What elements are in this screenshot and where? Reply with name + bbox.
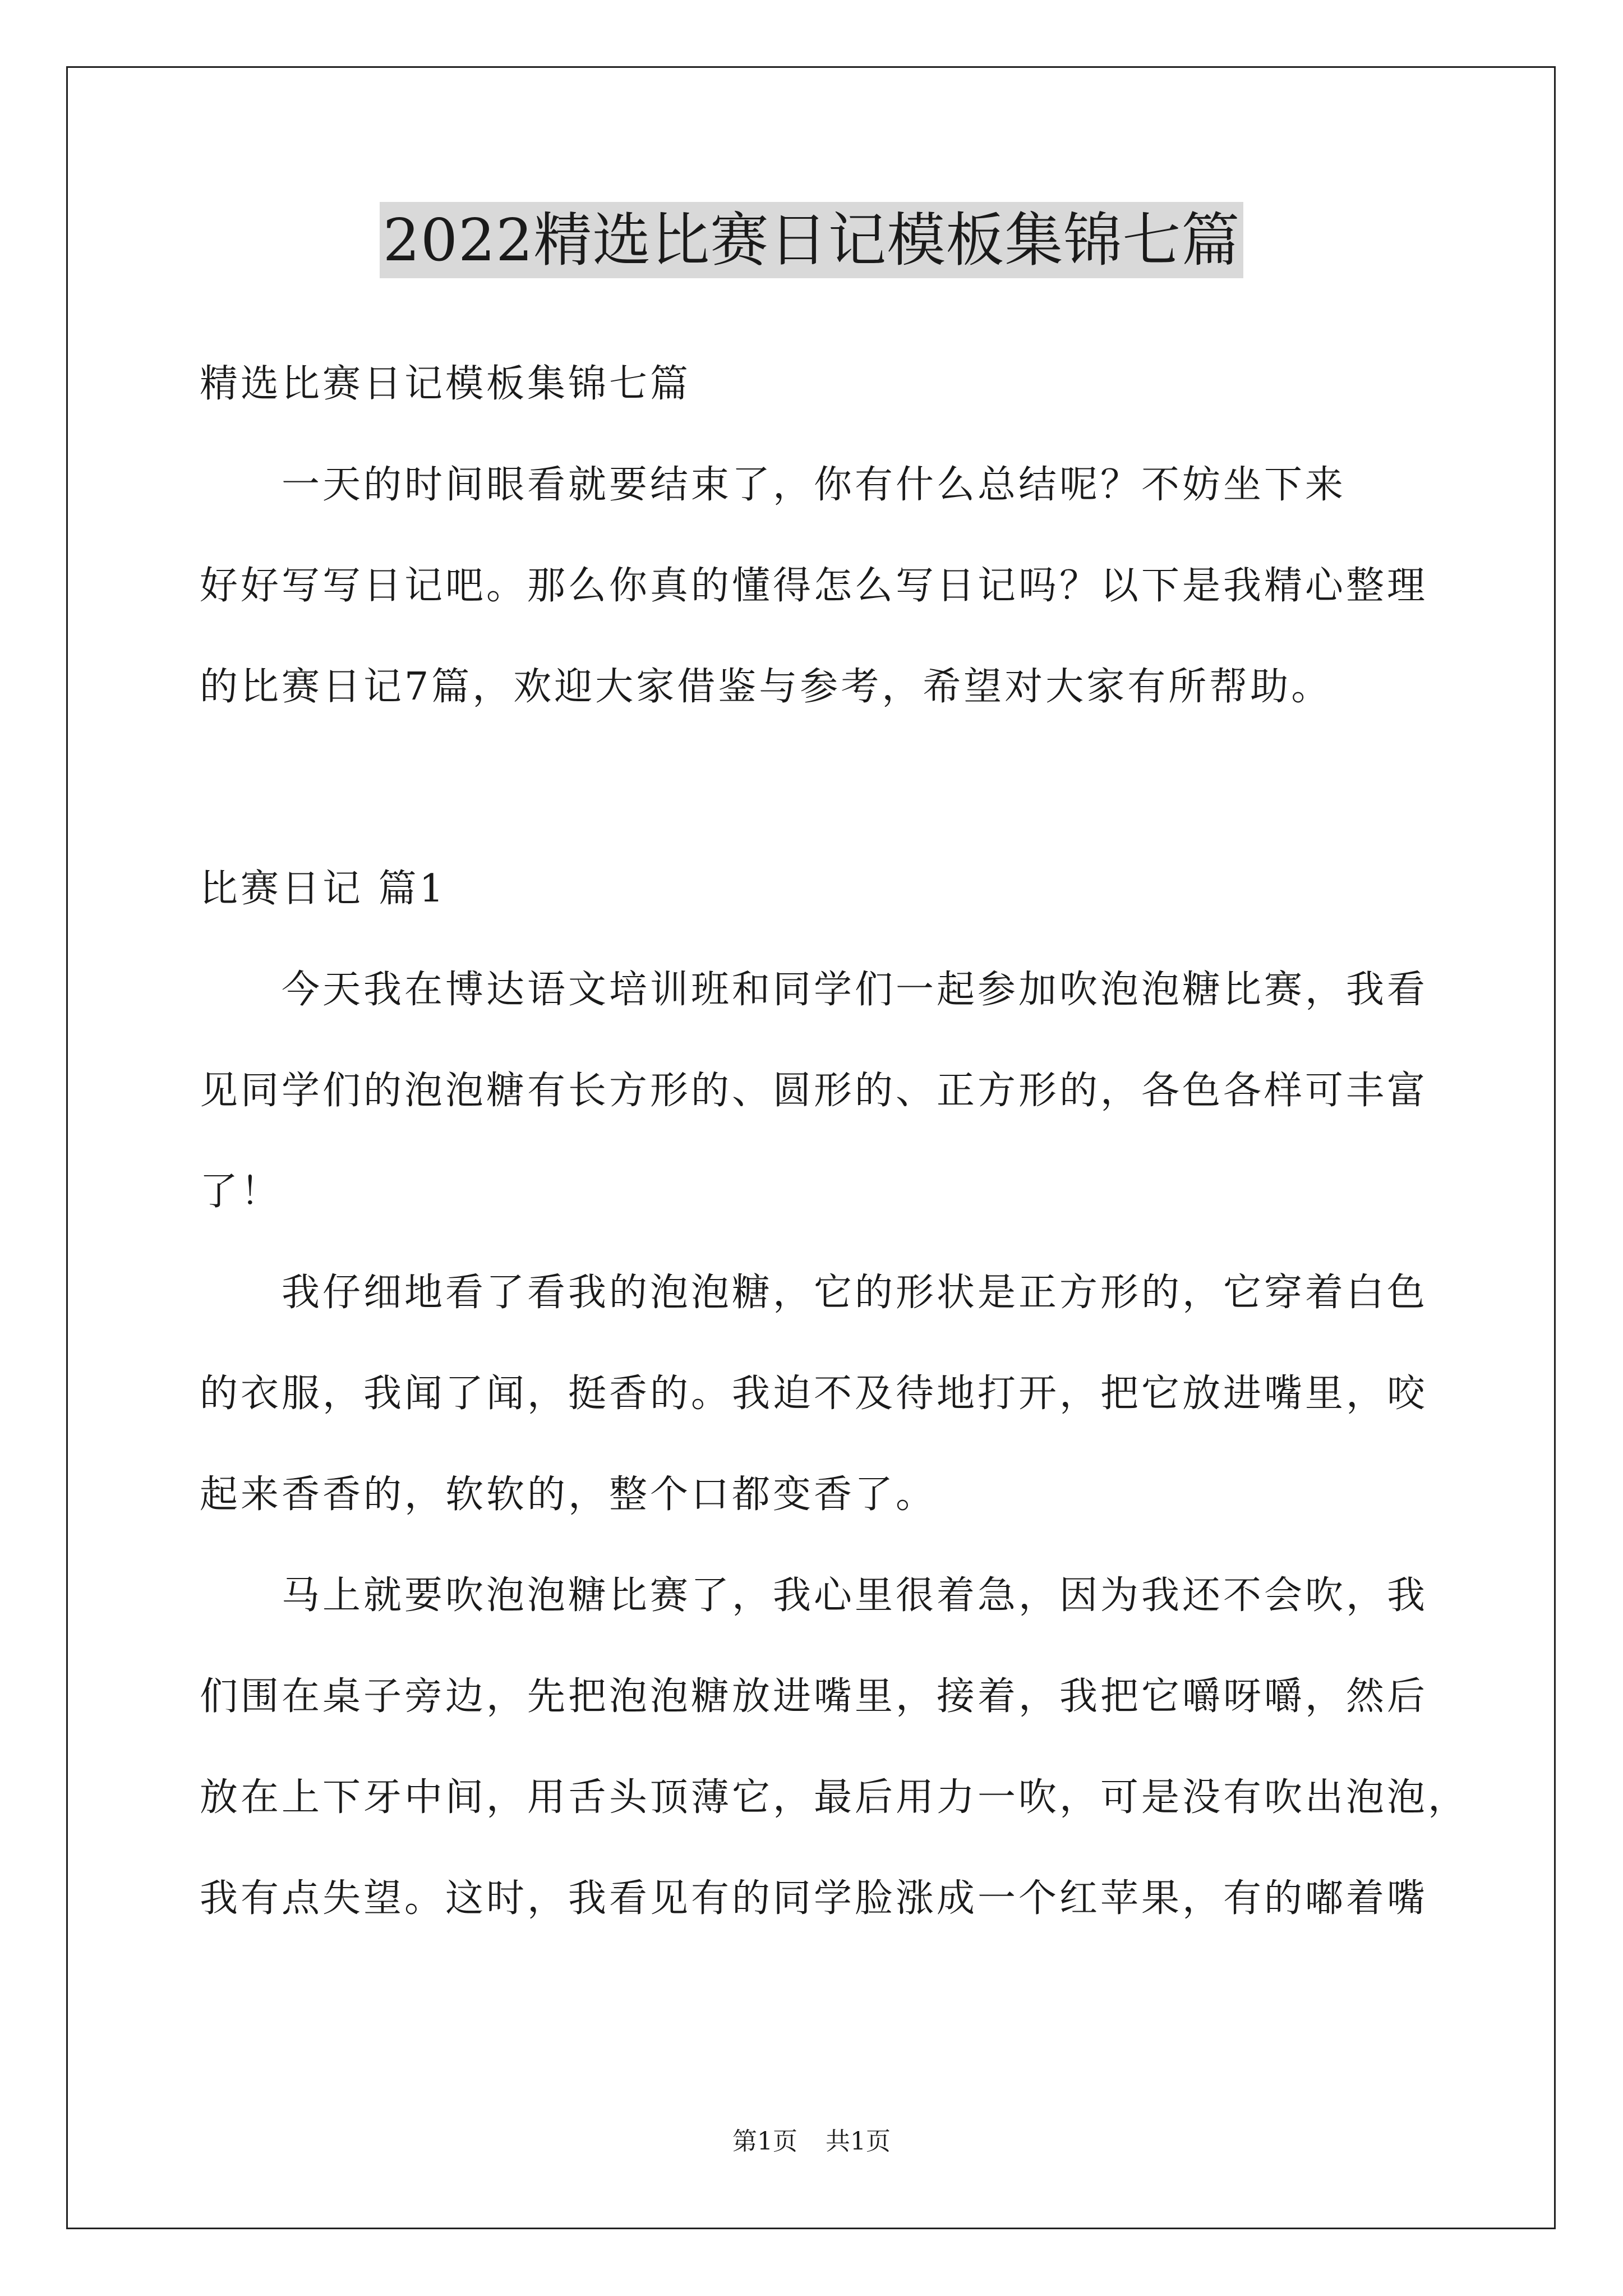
- body-line: 马上就要吹泡泡糖比赛了，我心里很着急，因为我还不会吹，我: [200, 1573, 1428, 1618]
- body-line: 的比赛日记7篇，欢迎大家借鉴与参考，希望对大家有所帮助。: [200, 665, 1332, 709]
- body-line: 今天我在博达语文培训班和同学们一起参加吹泡泡糖比赛，我看: [200, 968, 1428, 1012]
- page-footer: [0, 2126, 1623, 2157]
- page-total: 共1页: [826, 2127, 891, 2156]
- body-line: 一天的时间眼看就要结束了，你有什么总结呢？不妨坐下来: [200, 463, 1347, 507]
- body-line: 们围在桌子旁边，先把泡泡糖放进嘴里，接着，我把它嚼呀嚼，然后: [200, 1674, 1428, 1719]
- body-line: 放在上下牙中间，用舌头顶薄它，最后用力一吹，可是没有吹出泡泡，: [200, 1775, 1469, 1820]
- document-title: 2022精选比赛日记模板集锦七篇: [380, 202, 1244, 278]
- body-line: 好好写写日记吧。那么你真的懂得怎么写日记吗？以下是我精心整理: [200, 564, 1428, 608]
- section-heading: 比赛日记 篇1: [200, 867, 446, 911]
- body-line: 我有点失望。这时，我看见有的同学脸涨成一个红苹果，有的嘟着嘴: [200, 1876, 1428, 1921]
- title-container: [0, 202, 1623, 278]
- body-line: 见同学们的泡泡糖有长方形的、圆形的、正方形的，各色各样可丰富: [200, 1069, 1428, 1113]
- subtitle: 精选比赛日记模板集锦七篇: [200, 362, 691, 406]
- body-line: 我仔细地看了看我的泡泡糖，它的形状是正方形的，它穿着白色: [200, 1271, 1428, 1315]
- body-line: 了！: [200, 1170, 282, 1214]
- body-line: 的衣服，我闻了闻，挺香的。我迫不及待地打开，把它放进嘴里，咬: [200, 1372, 1428, 1416]
- page-number: 第1页: [732, 2127, 797, 2156]
- body-line: 起来香香的，软软的，整个口都变香了。: [200, 1473, 937, 1517]
